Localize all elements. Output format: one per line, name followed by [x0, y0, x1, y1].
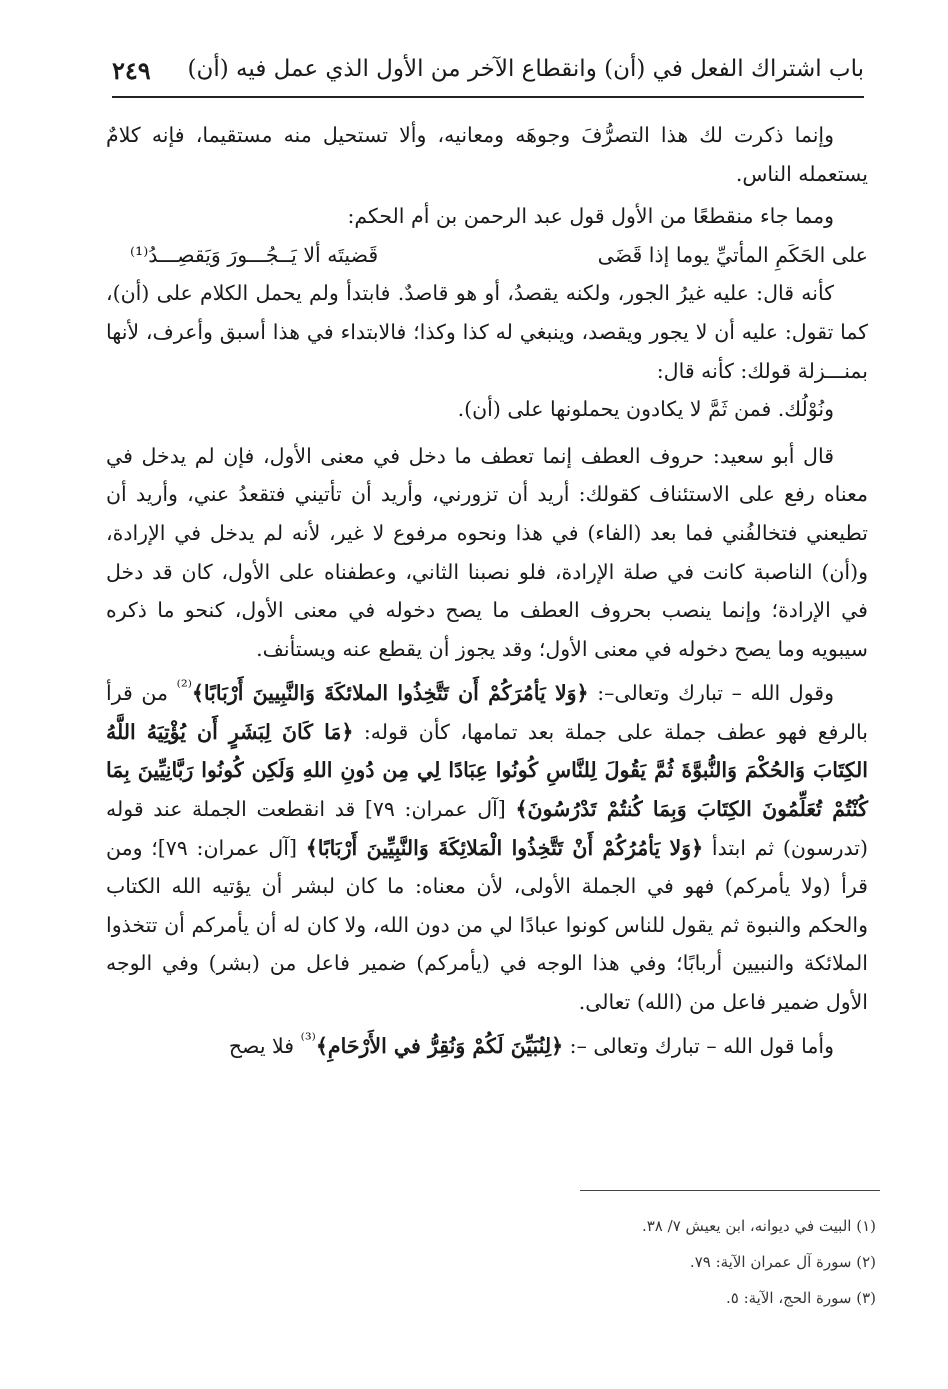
- verse-1: [106, 236, 868, 275]
- running-title: باب اشتراك الفعل في (أن) وانقطاع الآخر من الأول الذي عمل فيه (أن): [187, 56, 864, 82]
- verse-2: ونُوْلُك. فمن ثَمَّ لا يكادون يحملونها على (أن).: [457, 397, 834, 422]
- body-text: [106, 116, 868, 1066]
- paragraph-4: قال أبو سعيد: حروف العطف إنما تعطف ما دخل في معنى الأول، فإن لم يدخل في معناه رفع على الاستئناف كقولك: أريد أن تزورني، وأريد أن تأتيني فتقعدُ عني، وأريد أن تطيعني فتخالفُني فما بعد (الفاء) في هذا ونحوه مرفوع لا غير، لأنه لم يدخل في الإرادة، و(أن) الناصبة كانت في صلة الإرادة، فلو نصبنا الثاني، وعطفناه على الأول، كان قد دخل في الإرادة؛ وإنما ينصب بحروف العطف ما يصح دخوله في معنى الأول، كنحو ما ذكره سيبويه وما يصح دخوله في معنى الأول؛ وقد يجوز أن يقطع عنه ويستأنف.: [106, 443, 868, 661]
- quran-quote-2: ﴿مَا كَانَ لِبَشَرٍ أَن يُؤْتِيَهُ اللَّهُ الكِتَابَ وَالحُكْمَ وَالنُّبوَّةَ ثُمَّ يَقُولَ لِلنَّاسِ كُونُوا عِبَادًا لِي مِن دُونِ اللهِ وَلَكِن كُونُوا رَبَّانِيِّينَ بِمَا كُنْتُمْ تُعَلِّمُونَ الكِتَابَ وَبِمَا كُنتُمْ تَدْرُسُونَ﴾: [106, 719, 868, 821]
- footnote-2: (٢) سورة آل عمران الآية: ٧٩.: [689, 1253, 876, 1271]
- footnote-ref-3: ⁽³⁾: [300, 1030, 316, 1051]
- quran-quote-4: ﴿لِنُبَيِّنَ لَكُمْ وَنُقِرُّ في الأَرْحَامِ﴾: [315, 1034, 564, 1059]
- verse-1-first-hemistich: على الحَكَمِ المأتيِّ يوما إذا قَضَى: [597, 242, 868, 267]
- p5-middle: من قرأ بالرفع فهو عطف جملة على جملة بعد تمامها، كأن قوله:: [106, 681, 868, 744]
- footnote-3: (٣) سورة الحج، الآية: ٥.: [725, 1289, 876, 1307]
- p5-rest: [آل عمران: ٧٩]؛ ومن قرأ (ولا يأمركم) فهو في الجملة الأولى، لأن معناه: ما كان لبشر أن يؤتيه الله الكتاب والحكم والنبوة ثم يقول للناس كونوا عبادًا لي من دون الله، ولا كان له أن يأمركم أن تتخذوا الملائكة والنبيين أربابًا؛ وفي هذا الوجه في (يأمركم) ضمير فاعل من (بشر) وفي الوجه الأول ضمير فاعل من (الله) تعالى.: [106, 835, 868, 1014]
- p6-intro: وأما قول الله – تبارك وتعالى –:: [563, 1034, 834, 1059]
- page-header: [112, 52, 864, 98]
- p5-intro: وقول الله – تبارك وتعالى–:: [588, 681, 834, 706]
- paragraph-3: كأنه قال: عليه غيرُ الجور، ولكنه يقصدُ، أو هو قاصدٌ. فابتدأ ولم يحمل الكلام على (أن)، كما تقول: عليه أن لا يجور ويقصد، وينبغي له كذا وكذا؛ فالابتداء في هذا أسبق وأعرف، لأنها بمنـــزلة قولك: كأنه قال:: [106, 281, 868, 383]
- page-number: ٢٤٩: [112, 56, 151, 85]
- verse-1-second-hemistich: قَضيتَه ألا يَــجُـــورَ وَيَقصِـــدُ⁽¹⁾: [130, 242, 379, 267]
- footnotes: [106, 1208, 876, 1316]
- paragraph-5: [106, 668, 868, 1021]
- paragraph-2: ومما جاء منقطعًا من الأول قول عبد الرحمن بن أم الحكم:: [347, 204, 834, 229]
- paragraph-6: [106, 1021, 868, 1065]
- footnote-ref-2: ⁽²⁾: [176, 677, 192, 698]
- p5-reference-1: [آل عمران: ٧٩] قد انقطعت الجملة عند قوله (تدرسون) ثم ابتدأ: [106, 796, 869, 860]
- p6-rest: فلا يصح: [228, 1034, 301, 1059]
- footnote-divider: [580, 1190, 880, 1191]
- quran-quote-1: ﴿وَلا يَأمُرَكُمْ أَن تَتَّخِذُوا الملائكَةَ وَالنَّبِيينَ أَرْبَابًا﴾: [191, 681, 589, 706]
- paragraph-1: وإنما ذكرت لك هذا التصرُّفَ وجوهَه ومعانيه، وألا تستحيل منه مستقيما، فإنه كلامٌ يستعمله الناس.: [106, 123, 868, 186]
- footnote-1: (١) البيت في ديوانه، ابن يعيش ٧/ ٣٨.: [641, 1217, 876, 1235]
- quran-quote-3: ﴿وَلا يَأمُرُكُمْ أَنْ تَتَّخِذُوا الْمَلائِكَةَ وَالنَّبِيِّينَ أَرْبَابًا﴾: [305, 835, 704, 860]
